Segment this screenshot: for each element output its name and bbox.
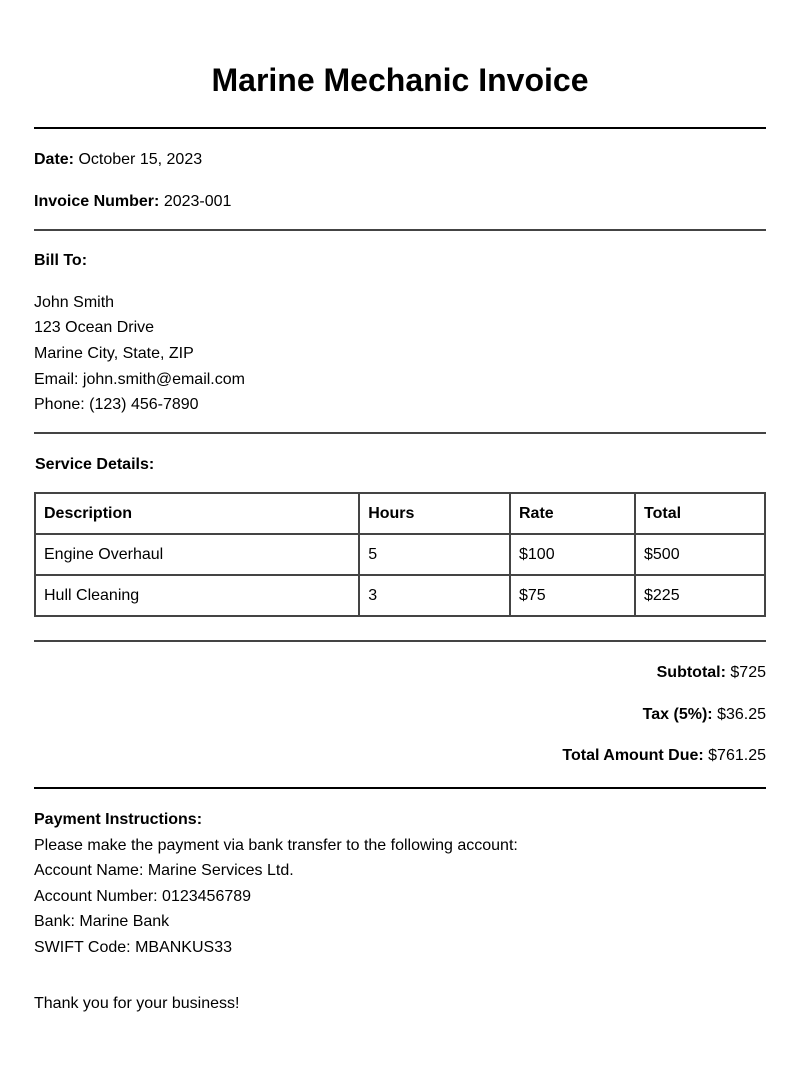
bill-to-city: Marine City, State, ZIP	[34, 345, 194, 362]
payment-heading: Payment Instructions:	[34, 811, 203, 828]
service-table	[34, 492, 766, 617]
divider-header	[34, 229, 766, 231]
bill-to-street: 123 Ocean Drive	[34, 319, 155, 336]
divider-top	[34, 127, 766, 129]
column-header-rate: Rate	[510, 493, 635, 534]
invoice-number-value: 2023-001	[163, 193, 232, 210]
bill-to-phone: Phone: (123) 456-7890	[34, 396, 199, 413]
total-due-value: $761.25	[708, 747, 766, 764]
total-due-label: Total Amount Due:	[562, 747, 704, 764]
payment-account-number: Account Number: 0123456789	[34, 888, 252, 905]
subtotal-value: $725	[730, 664, 766, 681]
payment-instruction: Please make the payment via bank transfer to the following account:	[34, 837, 518, 854]
date-label: Date:	[34, 151, 75, 168]
tax-label: Tax (5%):	[642, 706, 713, 723]
subtotal-row	[657, 663, 766, 683]
cell-description: Engine Overhaul	[35, 534, 359, 575]
cell-rate: $100	[510, 534, 635, 575]
bill-to-email: Email: john.smith@email.com	[34, 371, 245, 388]
divider-totals	[34, 787, 766, 789]
payment-bank: Bank: Marine Bank	[34, 913, 170, 930]
cell-hours: 5	[359, 534, 510, 575]
date-value: October 15, 2023	[78, 151, 203, 168]
invoice-number-label: Invoice Number:	[34, 193, 160, 210]
payment-account-name: Account Name: Marine Services Ltd.	[34, 862, 294, 879]
total-due-row	[562, 746, 766, 766]
cell-description: Hull Cleaning	[35, 575, 359, 616]
table-header-row	[35, 493, 765, 534]
column-header-description: Description	[35, 493, 359, 534]
invoice-date	[34, 150, 202, 170]
column-header-total: Total	[635, 493, 765, 534]
service-details-heading: Service Details:	[35, 456, 155, 473]
column-header-hours: Hours	[359, 493, 510, 534]
payment-swift-code: SWIFT Code: MBANKUS33	[34, 939, 232, 956]
cell-total: $225	[635, 575, 765, 616]
subtotal-label: Subtotal:	[656, 664, 726, 681]
divider-bill-to	[34, 432, 766, 434]
table-row	[35, 575, 765, 616]
tax-value: $36.25	[717, 706, 766, 723]
thank-you-note: Thank you for your business!	[34, 995, 240, 1012]
table-row	[35, 534, 765, 575]
cell-total: $500	[635, 534, 765, 575]
cell-hours: 3	[359, 575, 510, 616]
divider-services	[34, 640, 766, 642]
invoice-number	[34, 192, 231, 212]
bill-to-name: John Smith	[34, 294, 115, 311]
invoice-title: Marine Mechanic Invoice	[211, 62, 589, 98]
bill-to-heading: Bill To:	[34, 252, 88, 269]
cell-rate: $75	[510, 575, 635, 616]
tax-row	[643, 705, 766, 725]
